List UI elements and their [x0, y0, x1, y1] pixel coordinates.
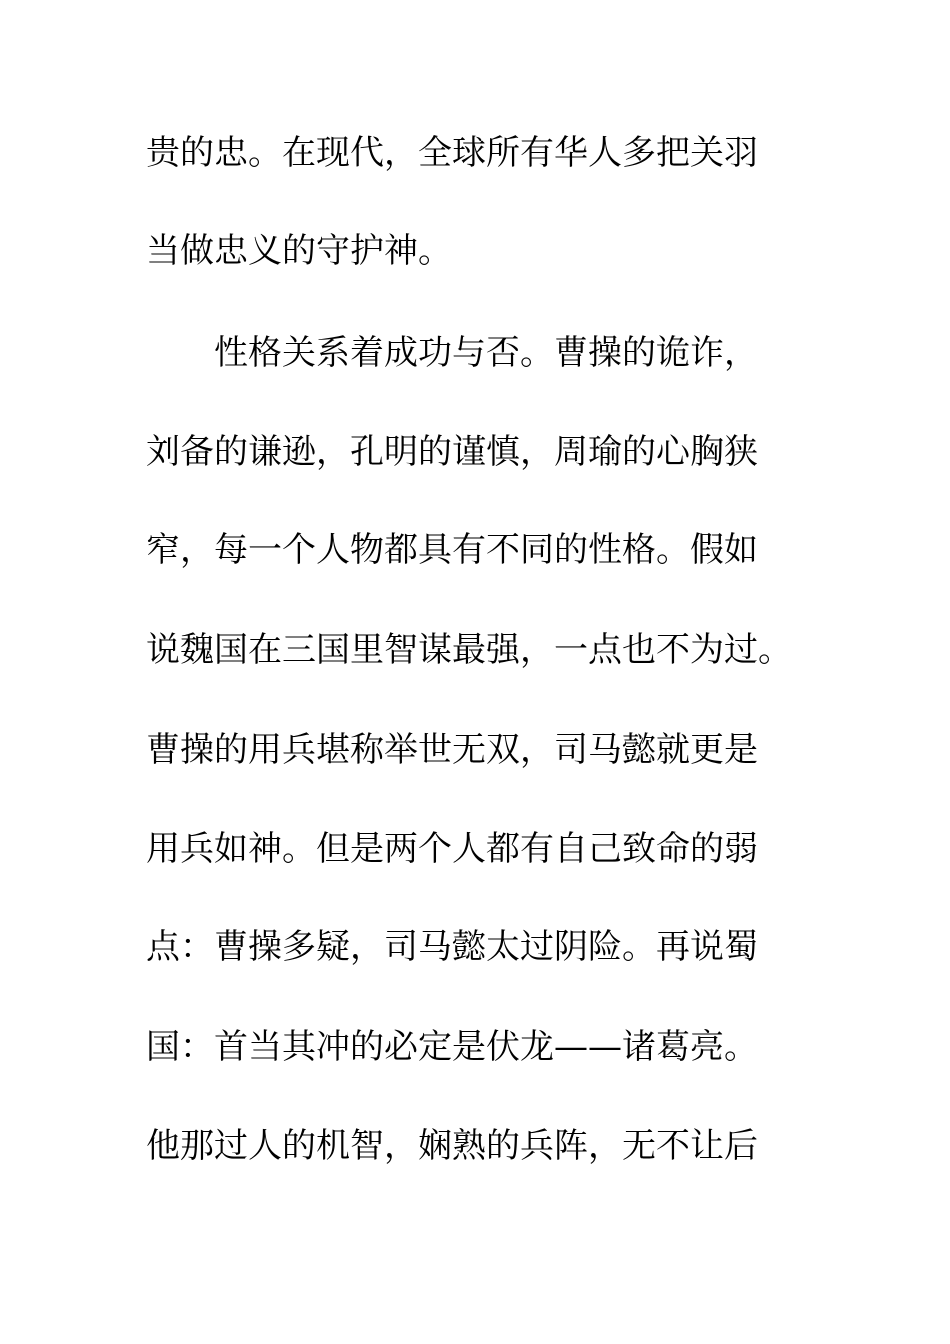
- text-line: 曹操的用兵堪称举世无双，司马懿就更是: [146, 730, 758, 770]
- text-line: 当做忠义的守护神。: [146, 231, 452, 271]
- text-line: 点：曹操多疑，司马懿太过阴险。再说蜀: [146, 927, 758, 967]
- text-line: 性格关系着成功与否。曹操的诡诈，: [146, 333, 758, 373]
- text-line: 刘备的谦逊，孔明的谨慎，周瑜的心胸狭: [146, 432, 758, 472]
- text-line: 贵的忠。在现代，全球所有华人多把关羽: [146, 133, 758, 173]
- text-line: 说魏国在三国里智谋最强，一点也不为过。: [146, 630, 792, 670]
- text-line: 他那过人的机智，娴熟的兵阵，无不让后: [146, 1126, 758, 1166]
- text-line: 用兵如神。但是两个人都有自己致命的弱: [146, 829, 758, 869]
- text-line: 国：首当其冲的必定是伏龙——诸葛亮。: [146, 1027, 758, 1067]
- text-line: 窄，每一个人物都具有不同的性格。假如: [146, 530, 758, 570]
